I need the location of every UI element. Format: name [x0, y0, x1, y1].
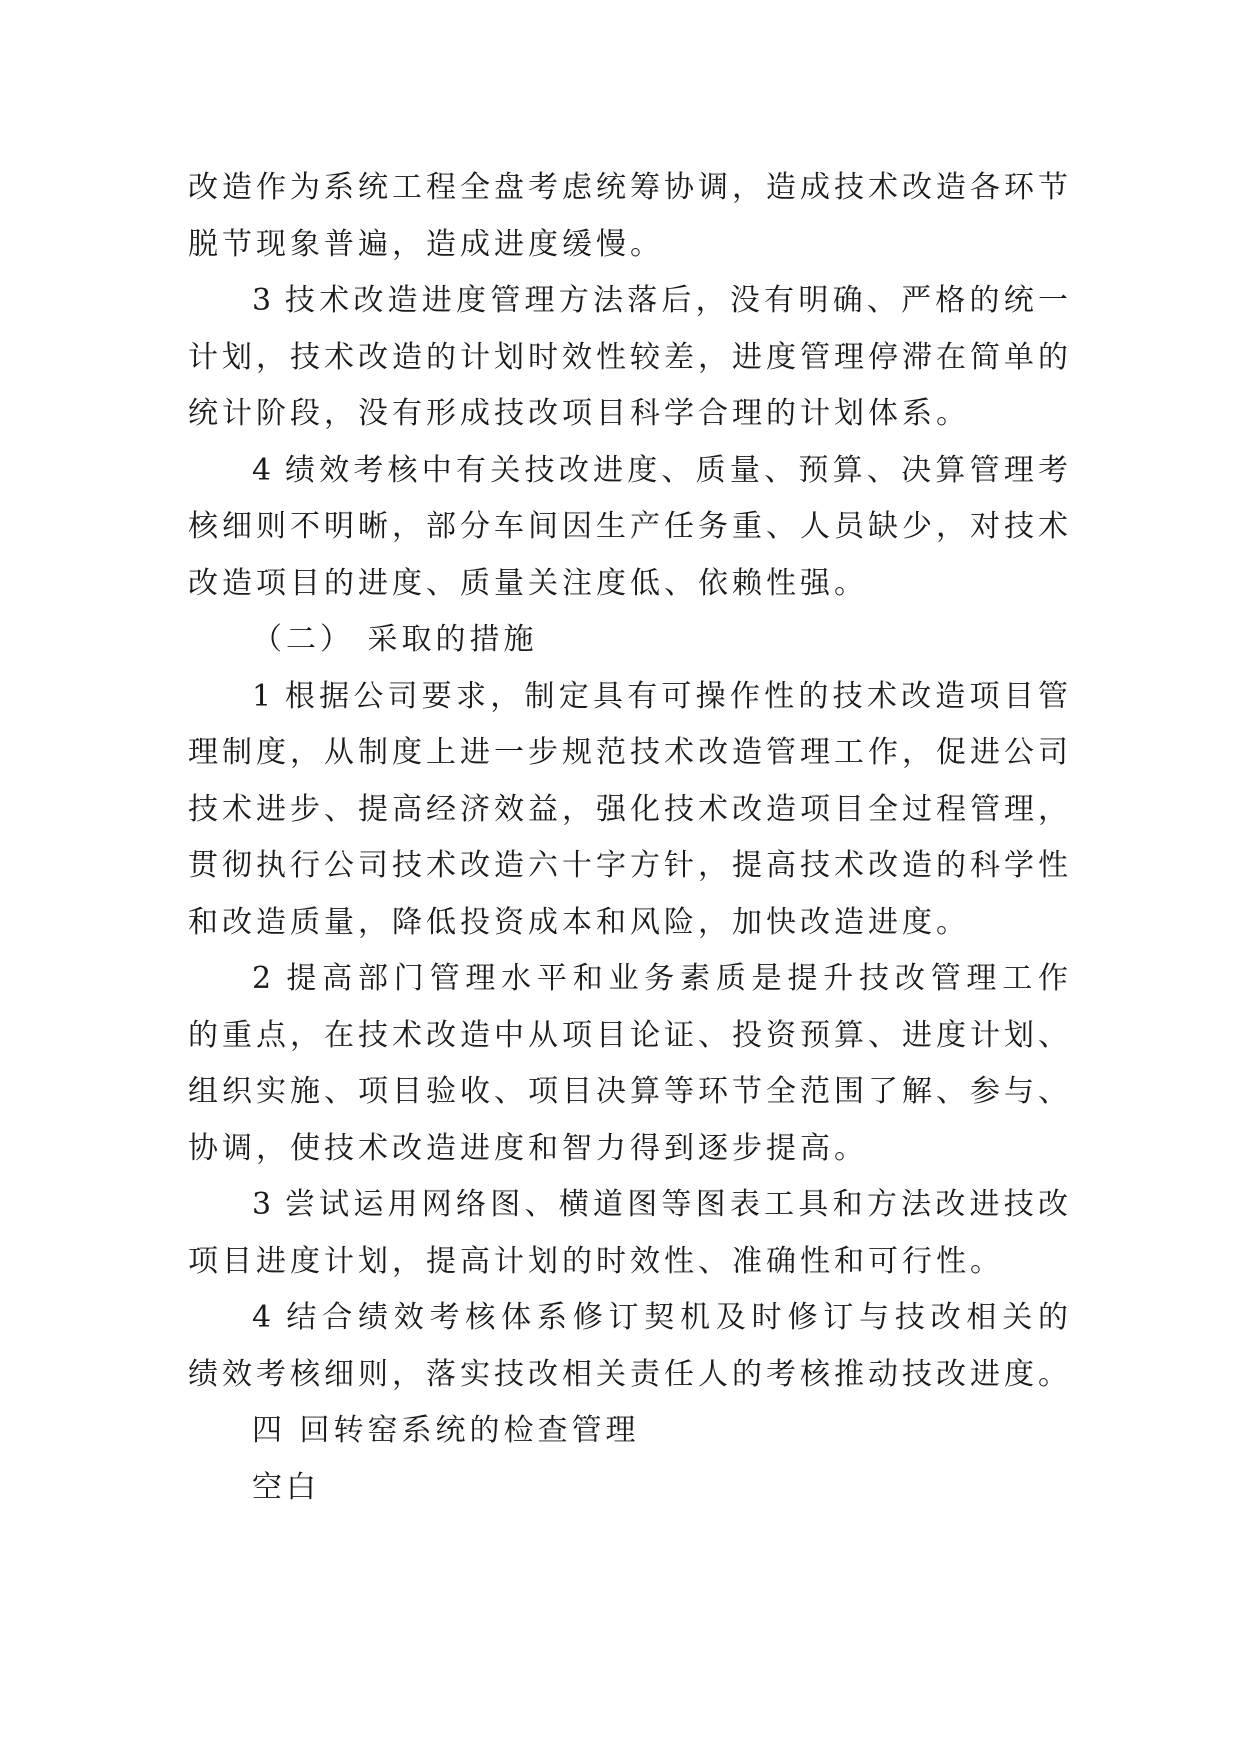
text-line: 绩效考核细则，落实技改相关责任人的考核推动技改进度。	[188, 1356, 1068, 1392]
text-line: 贯彻执行公司技术改造六十字方针，提高技术改造的科学性	[188, 848, 1068, 883]
text-line: 协调，使技术改造进度和智力得到逐步提高。	[188, 1130, 868, 1166]
text-line: 4 绩效考核中有关技改进度、质量、预算、决算管理考	[252, 452, 1068, 488]
text-line: 项目进度计划，提高计划的时效性、准确性和可行性。	[188, 1243, 1004, 1279]
text-line: 4 结合绩效考核体系修订契机及时修订与技改相关的	[252, 1300, 1068, 1335]
text-line: 计划，技术改造的计划时效性较差，进度管理停滞在简单的	[188, 339, 1068, 375]
text-line: 统计阶段，没有形成技改项目科学合理的计划体系。	[188, 396, 970, 431]
text-line: 四 回转窑系统的检查管理	[252, 1413, 640, 1448]
text-line: 脱节现象普遍，造成进度缓慢。	[188, 226, 664, 262]
text-line: 的重点，在技术改造中从项目论证、投资预算、进度计划、	[188, 1017, 1068, 1053]
text-line: 1 根据公司要求，制定具有可操作性的技术改造项目管	[252, 678, 1068, 714]
text-line: 空白	[252, 1469, 320, 1505]
text-line: 理制度，从制度上进一步规范技术改造管理工作，促进公司	[188, 735, 1068, 770]
text-line: 2 提高部门管理水平和业务素质是提升技改管理工作	[252, 961, 1068, 996]
text-line: 改造作为系统工程全盘考虑统筹协调，造成技术改造各环节	[188, 170, 1068, 205]
text-line: 组织实施、项目验收、项目决算等环节全范围了解、参与、	[188, 1074, 1068, 1109]
text-line: 3 技术改造进度管理方法落后，没有明确、严格的统一	[252, 283, 1068, 318]
text-line: 核细则不明晰，部分车间因生产任务重、人员缺少，对技术	[188, 509, 1068, 544]
text-line: 技术进步、提高经济效益，强化技术改造项目全过程管理，	[188, 791, 1068, 827]
text-line: 和改造质量，降低投资成本和风险，加快改造进度。	[188, 904, 970, 940]
document-body	[188, 160, 1068, 1516]
text-line: 3 尝试运用网络图、横道图等图表工具和方法改进技改	[252, 1187, 1068, 1222]
text-line: 改造项目的进度、质量关注度低、依赖性强。	[188, 565, 868, 601]
text-line: （二） 采取的措施	[252, 622, 538, 657]
